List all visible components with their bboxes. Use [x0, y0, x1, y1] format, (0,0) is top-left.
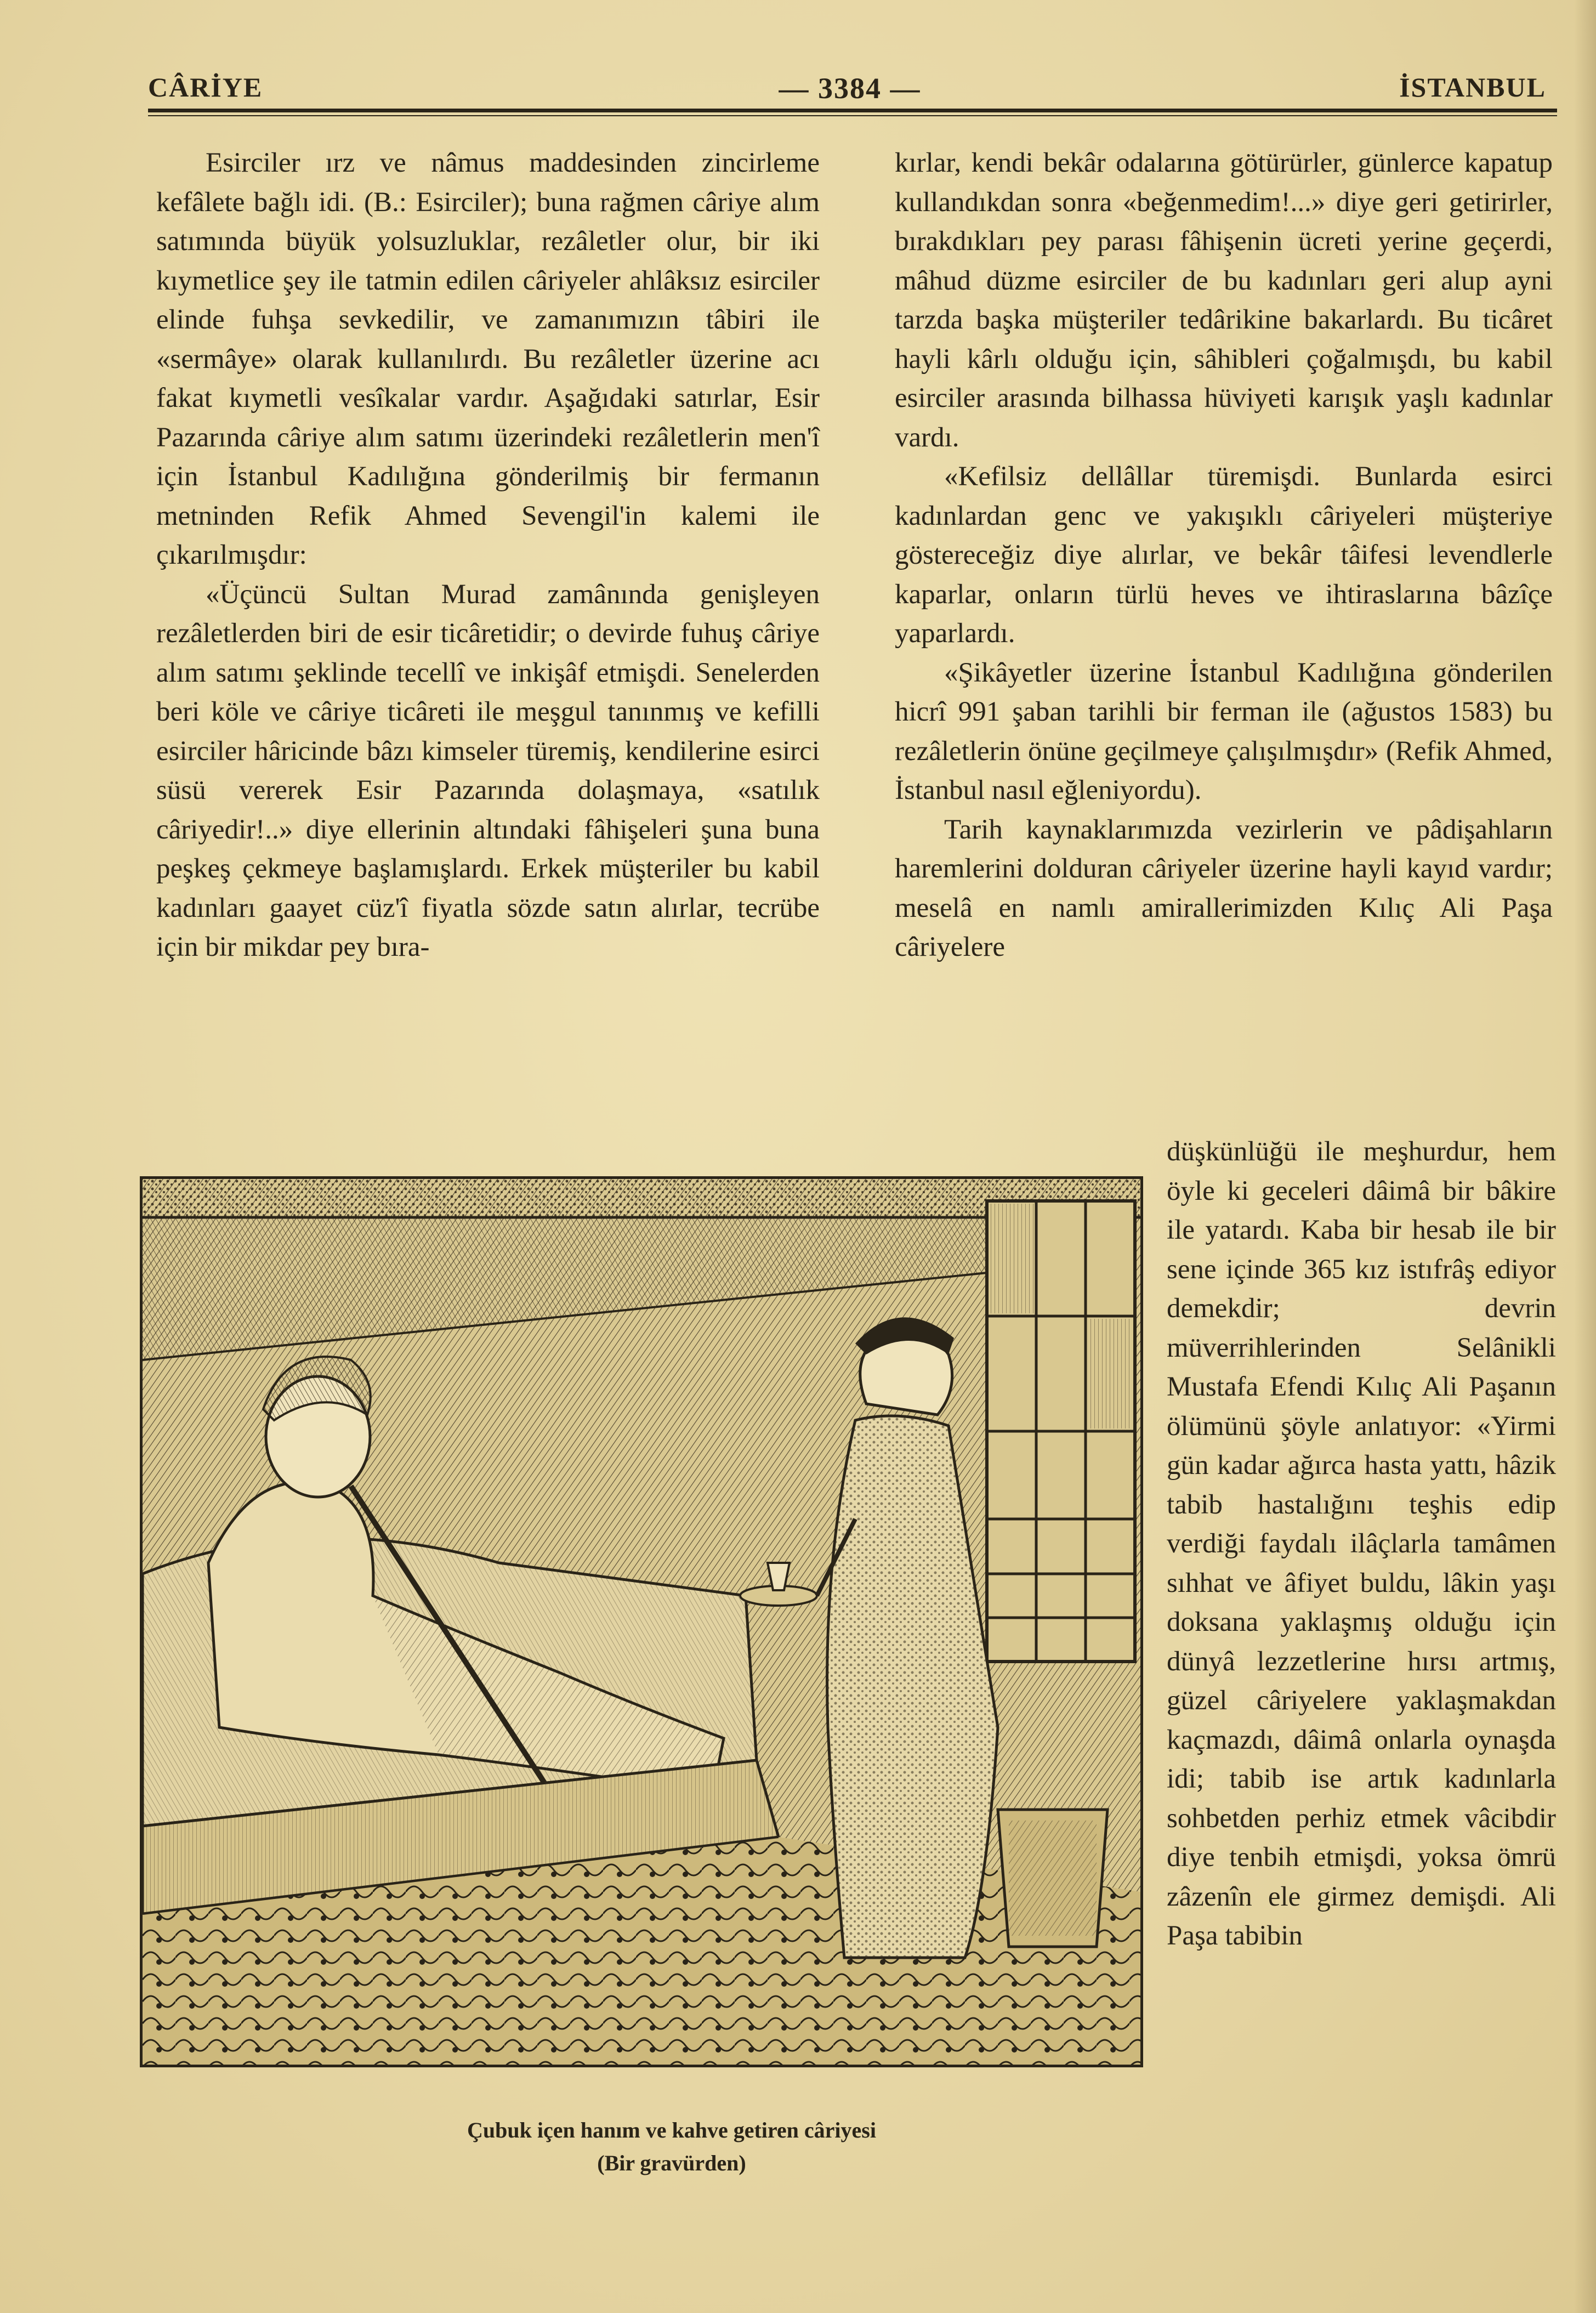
right-column-top	[895, 144, 1553, 967]
paragraph: Esirciler ırz ve nâmus maddesinden zincirleme kefâlete bağlı idi. (B.: Esirciler); buna rağmen câriye alım satımında büyük yolsuzluklar, rezâletler olur, bir iki kıymetlice şey ile tatmin edilen câriyeler ahlâksız esirciler elinde fuhşa sevkedilir, ve zamanımızın tâbiri ile «sermâye» olarak kullanılırdı. Bu rezâletler üzerine acı fakat kıymetli vesîkalar vardır. Aşağıdaki satırlar, Esir Pazarında câriye alım satımı üzerindeki rezâletlerin men'î için İstanbul Kadılığına gönderilmiş bir fermanın metninden Refik Ahmed Sevengil'in kalemi ile çıkarılmışdır:	[156, 148, 820, 570]
right-column-wrap	[1167, 1132, 1556, 1956]
header-section-title: CÂRİYE	[148, 72, 263, 103]
figure-caption	[274, 2114, 1069, 2180]
paragraph: «Kefilsiz dellâllar türemişdi. Bunlarda esirci kadınlardan genc ve yakışıklı câriyeleri müşteriye göstereceğiz diye alırlar, ve bekâr tâifesi levendlerle kaparlar, onların türlü heves ve ihtiraslarına bâzîçe yaparlardı.	[895, 461, 1553, 649]
caption-title: Çubuk içen hanım ve kahve getiren câriyesi	[467, 2118, 876, 2142]
header-publication-title: İSTANBUL	[1399, 72, 1546, 103]
engraving-illustration	[140, 1176, 1143, 2067]
page-number: — 3384 —	[779, 72, 921, 105]
paragraph: Tarih kaynaklarımızda vezirlerin ve pâdişahların haremlerini dolduran câriyeler üzerine hayli kayıd vardır; meselâ en namlı amirallerimizden Kılıç Ali Paşa câriyelere	[895, 814, 1553, 962]
caption-source: (Bir gravürden)	[597, 2151, 746, 2175]
header-rule-thin	[148, 115, 1557, 116]
left-column	[156, 144, 820, 967]
running-header	[148, 66, 1552, 126]
paragraph: «Şikâyetler üzerine İstanbul Kadılığına gönderilen hicrî 991 şaban tarihli bir ferman ile (ağustos 1583) bu rezâletlerin önüne geçilmeye çalışılmışdır» (Refik Ahmed, İstanbul nasıl eğleniyordu).	[895, 657, 1553, 806]
paragraph: kırlar, kendi bekâr odalarına götürürler, günlerce kapatup kullandıkdan sonra «beğenmedim!...» diye geri getirirler, bırakdıkları pey parası fâhişenin ücreti yerine geçerdi, mâhud düzme esirciler de bu kadınları geri alup ayni tarzda başka müşteriler tedârikine bakarlardı. Bu ticâret hayli kârlı olduğu için, sâhibleri çoğalmışdı, bu kabil esirciler arasında bilhassa hüviyeti karışık yaşlı kadınlar vardı.	[895, 148, 1553, 453]
engraving-drawing	[143, 1179, 1140, 2065]
paragraph: «Üçüncü Sultan Murad zamânında genişleyen rezâletlerden biri de esir ticâretidir; o devirde fuhuş câriye alım satımı şeklinde tecellî ve inkişâf etmişdi. Senelerden beri köle ve câriye ticâreti ile meşgul tanınmış ve kefilli esirciler hâricinde bâzı kimseler türemiş, kendilerine esirci süsü vererek Esir Pazarında dolaşmaya, «satılık câriyedir!..» diye ellerinin altındaki fâhişeleri şuna buna peşkeş çekmeye başlamışlardı. Erkek müşteriler bu kabil kadınları gaayet cüz'î fiyatla sözde satın alırlar, tecrübe için bir mikdar pey bıra-	[156, 579, 820, 962]
page-edge-shadow	[1574, 0, 1596, 2313]
paragraph: düşkünlüğü ile meşhurdur, hem öyle ki geceleri dâimâ bir bâkire ile yatardı. Kaba bir hesab ile bir sene içinde 365 kız istıfrâş ediyor demekdir; devrin müverrihlerinden Selânikli Mustafa Efendi Kılıç Ali Paşanın ölümünü şöyle anlatıyor: «Yirmi gün kadar ağırca hasta yattı, hâzik tabib hastalığını teşhis edip verdiği faydalı ilâçlarla tamâmen sıhhat ve âfiyet buldu, lâkin yaşı doksana yaklaşmış olduğu için dünyâ lezzetlerine hırsı artmış, güzel câriyelere yaklaşmakdan kaçmazdı, dâimâ onlarla oynaşda idi; tabib ise artık kadınlarla sohbetden perhiz etmek vâcibdir diye tenbih etmişdi, yoksa ömrü zâzenîn ele girmez demişdi. Ali Paşa tabibin	[1167, 1136, 1556, 1951]
header-rule-thick	[148, 109, 1557, 112]
